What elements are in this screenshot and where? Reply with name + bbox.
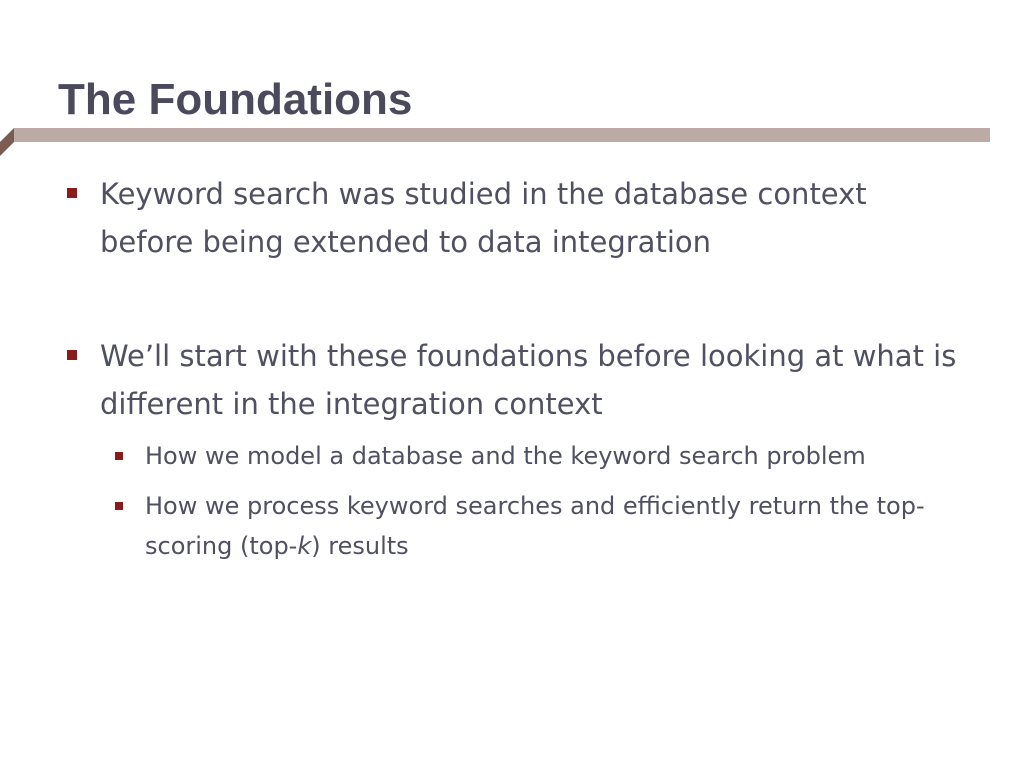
bullet-text: Keyword search was studied in the database context before being extended to data integration	[100, 177, 867, 259]
sub-bullet-item	[114, 486, 962, 566]
square-bullet-icon	[115, 452, 123, 460]
bullet-item	[62, 170, 962, 266]
divider-accent	[0, 128, 14, 156]
slide-title: The Foundations	[58, 75, 413, 124]
bullet-list	[62, 170, 962, 566]
bullet-text: We’ll start with these foundations before looking at what is different in the integration context	[100, 339, 957, 421]
title-divider-bar	[0, 126, 990, 156]
bullet-item	[62, 332, 962, 566]
square-bullet-icon	[67, 188, 77, 198]
sub-bullet-text-part: How we process keyword searches and efficiently return the top-scoring (top-	[145, 492, 925, 560]
square-bullet-icon	[115, 502, 123, 510]
sub-bullet-text-italic: k	[297, 532, 312, 560]
square-bullet-icon	[67, 350, 77, 360]
sub-bullet-item	[114, 436, 962, 476]
sub-bullet-list	[100, 436, 962, 566]
divider-bar	[14, 128, 990, 142]
sub-bullet-text: How we model a database and the keyword search problem	[145, 442, 866, 470]
sub-bullet-text-part: ) results	[311, 532, 409, 560]
